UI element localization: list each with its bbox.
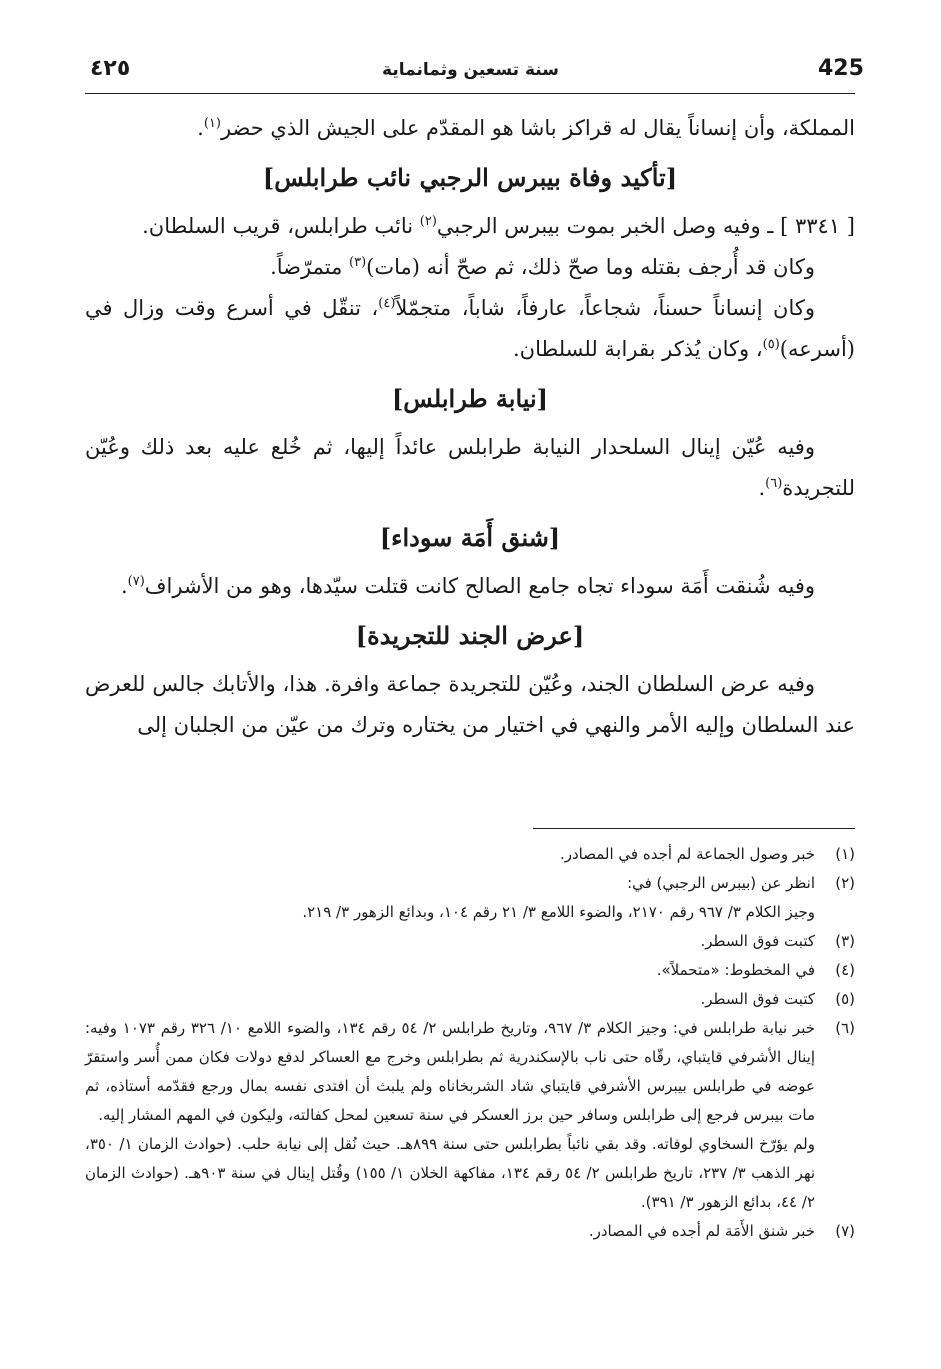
paragraph-entry-3341: [ ٣٣٤١ ] ـ وفيه وصل الخبر بموت بيبرس الرجبي$^{(٢)}$ نائب طرابلس، قريب السلطان. (142, 214, 855, 238)
footnote-number: (٤) (835, 961, 855, 979)
paragraph-review: وفيه عرض السلطان الجند، وعُيّن للتجريدة جماعة وافرة. هذا، والأتابك جالس للعرض عند السلطان وإليه الأمر والنهي في اختيار من يختاره وترك من عيّن من الجلبان إلى (85, 672, 855, 737)
footnote-ref-3: (٣) (349, 255, 367, 270)
footnote (85, 927, 855, 956)
footnote-text: خبر نيابة طرابلس في: وجيز الكلام ٣/ ٩٦٧، وتاريخ طرابلس ٢/ ٥٤ رقم ١٣٤، والضوء اللامع ١٠/ ٣٢٦ رقم ١٠٧٣ وفيه: إينال الأشرفي قايتباي، رقّاه حتى ناب بالإسكندرية ثم بطرابلس وخرج مع العساكر لدفع دولات فكان ممن أُسر واستقرّ عوضه في طرابلس بيبرس الأشرفي قايتباي شاد الشربخاناه ولم يلبث أن افتدى نفسه بمال ورجع فقدّمه أستاذه، ثم مات بيبرس فرجع إلى طرابلس وسافر حين برز العسكر في سنة تسعين لمحل كفالته، وليكون في المهم المشار إليه. (85, 1019, 816, 1124)
footnote-ref-6: (٦) (765, 476, 783, 491)
footnote-number: (٥) (835, 990, 855, 1008)
paragraph-rumor: وكان قد أُرجف بقتله وما صحّ ذلك، ثم صحّ أنه (مات)$^{(٣)}$ متمرّضاً. (270, 255, 815, 279)
footnote-number: (٦) (835, 1019, 855, 1037)
footnote (85, 1217, 855, 1246)
section-heading-tripoli: [نيابة طرابلس] (391, 384, 549, 413)
paragraph-continuation: المملكة، وأن إنساناً يقال له قراكز باشا هو المقدّم على الجيش الذي حضر$^{(١)}$. (197, 116, 855, 140)
paragraph-hanging: وفيه شُنقت أَمَة سوداء تجاه جامع الصالح كانت قتلت سيّدها، وهو من الأشراف$^{(٧)}$. (120, 574, 815, 598)
footnote-text: كتبت فوق السطر. (700, 932, 815, 950)
footnote-ref-2: (٢) (419, 214, 437, 229)
footnote (85, 1014, 855, 1217)
footnote-number: (٢) (835, 874, 855, 892)
footnote-ref-1: (١) (203, 116, 221, 131)
section-heading-review: [عرض الجند للتجريدة] (355, 621, 585, 650)
page-number-arabic: ٤٢٥ (90, 56, 131, 81)
footnote-ref-5: (٥) (762, 337, 780, 352)
footnote-text: وجيز الكلام ٣/ ٩٦٧ رقم ٢١٧٠، والضوء اللامع ٣/ ٢١ رقم ١٠٤، وبدائع الزهور ٣/ ٢١٩. (302, 903, 815, 921)
footnote (85, 840, 855, 869)
footnote (85, 869, 855, 927)
footnote-text: انظر عن (بيبرس الرجبي) في: (627, 874, 815, 892)
footnote (85, 985, 855, 1014)
footnote-text: ولم يؤرّخ السخاوي لوفاته. وقد بقي نائباً بطرابلس حتى سنة ٨٩٩هـ. حيث نُقل إلى نيابة حلب. (حوادث الزمان ١/ ٣٥٠، نهر الذهب ٣/ ٢٣٧، تاريخ طرابلس ٢/ ٥٤ رقم ١٣٤، مفاكهة الخلان ١/ ١٥٥) وقُتل إينال في سنة ٩٠٣هـ. (حوادث الزمان ٢/ ٤٤، بدائع الزهور ٣/ ٣٩١). (85, 1135, 816, 1211)
footnote-text: كتبت فوق السطر. (700, 990, 815, 1008)
paragraph-inal: وفيه عُيّن إينال السلحدار النيابة طرابلس عائداً إليها، ثم خُلع عليه بعد ذلك وعُيّن للتجريدة$^{(٦)}$. (85, 435, 855, 500)
paragraph-character: وكان إنساناً حسناً، شجاعاً، عارفاً، شاباً، متجمّلاً$^{(٤)}$، تنقّل في أسرع وقت وزال في (أسرعه)$^{(٥)}$، وكان يُذكر بقرابة للسلطان. (85, 296, 855, 361)
footnote-rule (533, 828, 855, 829)
footnote (85, 956, 855, 985)
footnote-ref-7: (٧) (127, 574, 145, 589)
footnote-text: في المخطوط: «متحملاً». (656, 961, 815, 979)
running-title: سنة تسعين وثمانماية (382, 60, 559, 80)
section-heading-hanging: [شنق أَمَة سوداء] (379, 523, 561, 552)
main-text (85, 108, 855, 746)
footnote-number: (٣) (835, 932, 855, 950)
footnotes (85, 840, 855, 1246)
section-heading-death-baybars: [تأكيد وفاة بيبرس الرجبي نائب طرابلس] (262, 163, 678, 192)
footnote-number: (١) (835, 845, 855, 863)
header-rule (85, 93, 855, 94)
page-number-latin: 425 (818, 56, 864, 81)
footnote-number: (٧) (835, 1222, 855, 1240)
footnote-text: خبر شنق الأَمَة لم أجده في المصادر. (588, 1222, 815, 1240)
footnote-text: خبر وصول الجماعة لم أجده في المصادر. (559, 845, 815, 863)
footnote-ref-4: (٤) (378, 296, 396, 311)
